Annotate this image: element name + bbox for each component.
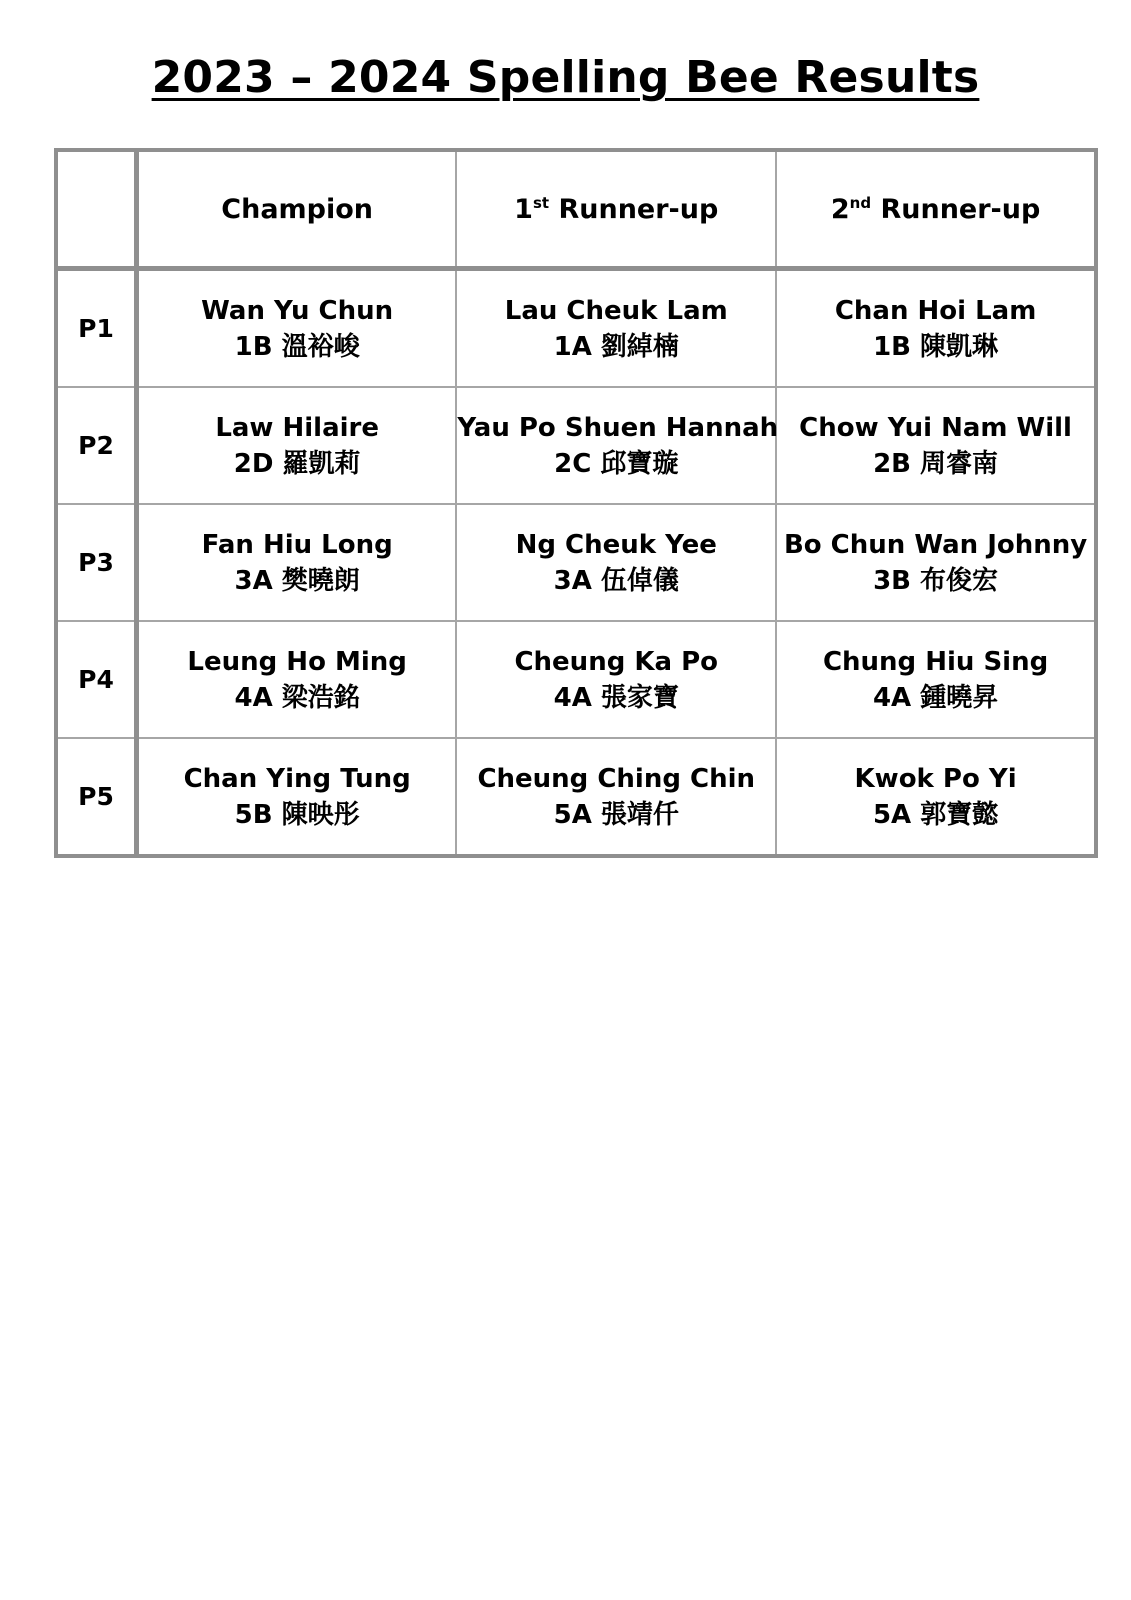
student-name: Cheung Ching Chin	[477, 763, 756, 794]
champion-cell	[137, 621, 457, 738]
student-class: 5B 陳映彤	[234, 799, 360, 830]
student-name: Ng Cheuk Yee	[515, 529, 717, 560]
student-name: Chan Ying Tung	[183, 763, 411, 794]
second-runner-up-cell	[776, 738, 1096, 856]
student-name: Bo Chun Wan Johnny	[783, 529, 1088, 560]
header-champion: Champion	[137, 150, 457, 269]
table-row	[56, 387, 1096, 504]
header-second-runner-up	[776, 150, 1096, 269]
second-runner-up-cell	[776, 387, 1096, 504]
page-title: 2023 – 2024 Spelling Bee Results	[151, 52, 980, 103]
student-name: Cheung Ka Po	[514, 646, 719, 677]
student-name: Chow Yui Nam Will	[799, 412, 1072, 443]
level-cell: P3	[56, 504, 137, 621]
level-cell: P5	[56, 738, 137, 856]
ordinal-suffix: nd	[849, 193, 872, 212]
ordinal-number: 1	[514, 193, 533, 225]
student-class: 1B 陳凱琳	[873, 331, 999, 362]
student-name: Yau Po Shuen Hannah	[457, 412, 779, 443]
student-class: 2D 羅凱莉	[233, 448, 361, 479]
header-label: Runner-up	[880, 193, 1041, 225]
first-runner-up-cell	[456, 738, 776, 856]
student-name: Chan Hoi Lam	[834, 295, 1037, 326]
student-class: 3A 樊曉朗	[234, 565, 360, 596]
student-class: 5A 張靖仟	[553, 799, 679, 830]
champion-cell	[137, 738, 457, 856]
student-name: Lau Cheuk Lam	[504, 295, 728, 326]
second-runner-up-cell	[776, 269, 1096, 388]
student-name: Law Hilaire	[215, 412, 379, 443]
student-name: Fan Hiu Long	[201, 529, 393, 560]
first-runner-up-cell	[456, 387, 779, 504]
table-row	[56, 738, 1096, 856]
first-runner-up-cell	[456, 621, 776, 738]
table-row	[56, 621, 1096, 738]
champion-cell	[137, 504, 457, 621]
second-runner-up-cell	[776, 504, 1096, 621]
header-label: Runner-up	[558, 193, 719, 225]
ordinal-suffix: st	[532, 193, 550, 212]
student-class: 1A 劉綽楠	[553, 331, 679, 362]
student-class: 3A 伍倬儀	[553, 565, 679, 596]
student-name: Leung Ho Ming	[187, 646, 407, 677]
student-class: 4A 梁浩銘	[234, 682, 360, 713]
first-runner-up-cell	[456, 504, 776, 621]
student-name: Wan Yu Chun	[201, 295, 394, 326]
student-name: Chung Hiu Sing	[822, 646, 1049, 677]
student-class: 4A 張家寶	[553, 682, 679, 713]
student-class: 1B 溫裕峻	[234, 331, 360, 362]
student-class: 4A 鍾曉昇	[872, 682, 999, 713]
student-class: 2C 邱寶璇	[554, 448, 679, 479]
corner-cell	[56, 150, 137, 269]
student-class: 5A 郭寶懿	[872, 799, 999, 830]
student-class: 3B 布俊宏	[873, 565, 999, 596]
results-table	[54, 148, 1098, 858]
first-runner-up-cell	[456, 269, 776, 388]
level-cell: P4	[56, 621, 137, 738]
table-header-row	[56, 150, 1096, 269]
level-cell: P2	[56, 387, 137, 504]
table-row	[56, 504, 1096, 621]
student-class: 2B 周睿南	[873, 448, 999, 479]
champion-cell	[137, 269, 457, 388]
ordinal-number: 2	[830, 193, 850, 225]
header-first-runner-up	[456, 150, 776, 269]
level-cell: P1	[56, 269, 137, 388]
table-row	[56, 269, 1096, 388]
student-name: Kwok Po Yi	[854, 763, 1017, 794]
champion-cell	[137, 387, 457, 504]
second-runner-up-cell	[776, 621, 1096, 738]
